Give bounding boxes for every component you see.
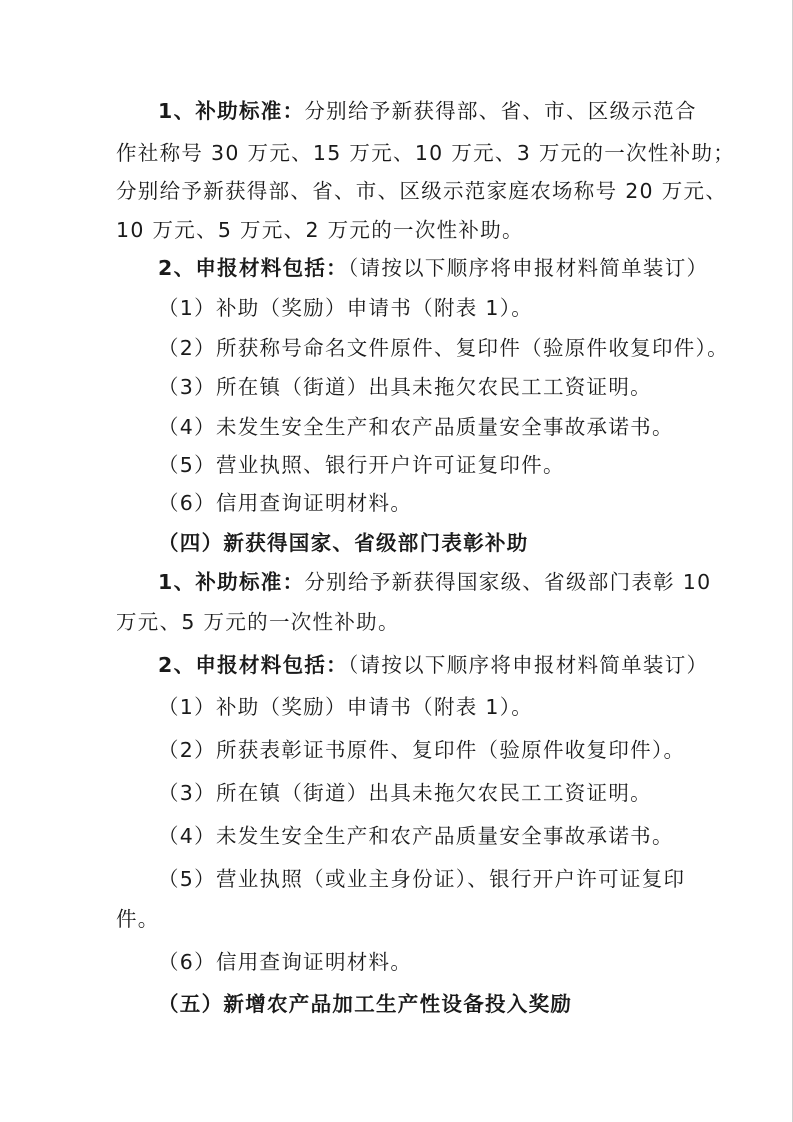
list-item: （2）所获表彰证书原件、复印件（验原件收复印件）。	[158, 738, 686, 762]
materials-paragraph	[0, 253, 793, 283]
subsidy-standard-label: 1、补助标准：	[158, 99, 305, 123]
subsidy-standard-paragraph	[0, 567, 793, 597]
materials-note: （请按以下顺序将申报材料简单装订）	[347, 653, 709, 677]
text-line: 分别给予新获得部、省、市、区级示范家庭农场称号 20 万元、	[116, 179, 728, 203]
subsidy-standard-paragraph	[0, 96, 793, 126]
text-line: 10 万元、5 万元、2 万元的一次性补助。	[116, 218, 524, 242]
section-heading: （五）新增农产品加工生产性设备投入奖励	[158, 992, 573, 1016]
list-item: （4）未发生安全生产和农产品质量安全事故承诺书。	[158, 415, 674, 439]
subsidy-standard-text: 分别给予新获得部、省、市、区级示范合	[304, 99, 697, 123]
list-item: （1）补助（奖励）申请书（附表 1）。	[158, 695, 534, 719]
list-item: （5）营业执照（或业主身份证）、银行开户许可证复印	[158, 867, 686, 891]
materials-label: 2、申报材料包括：	[158, 256, 348, 280]
list-item: （3）所在镇（街道）出具未拖欠农民工工资证明。	[158, 781, 652, 805]
list-item: （1）补助（奖励）申请书（附表 1）。	[158, 296, 534, 320]
materials-note: （请按以下顺序将申报材料简单装订）	[347, 256, 709, 280]
list-item: （3）所在镇（街道）出具未拖欠农民工工资证明。	[158, 375, 652, 399]
list-item: （6）信用查询证明材料。	[158, 950, 413, 974]
text-line: 作社称号 30 万元、15 万元、10 万元、3 万元的一次性补助；	[116, 141, 736, 165]
section-heading: （四）新获得国家、省级部门表彰补助	[158, 531, 529, 555]
text-line: 万元、5 万元的一次性补助。	[116, 610, 400, 634]
subsidy-standard-label: 1、补助标准：	[158, 570, 305, 594]
materials-label: 2、申报材料包括：	[158, 653, 348, 677]
list-item: （2）所获称号命名文件原件、复印件（验原件收复印件）。	[158, 336, 729, 360]
list-item: （4）未发生安全生产和农产品质量安全事故承诺书。	[158, 824, 674, 848]
subsidy-standard-text: 分别给予新获得国家级、省级部门表彰 10	[304, 570, 712, 594]
text-line: 件。	[116, 907, 160, 931]
materials-paragraph	[0, 650, 793, 680]
list-item: （6）信用查询证明材料。	[158, 491, 413, 515]
list-item: （5）营业执照、银行开户许可证复印件。	[158, 453, 565, 477]
